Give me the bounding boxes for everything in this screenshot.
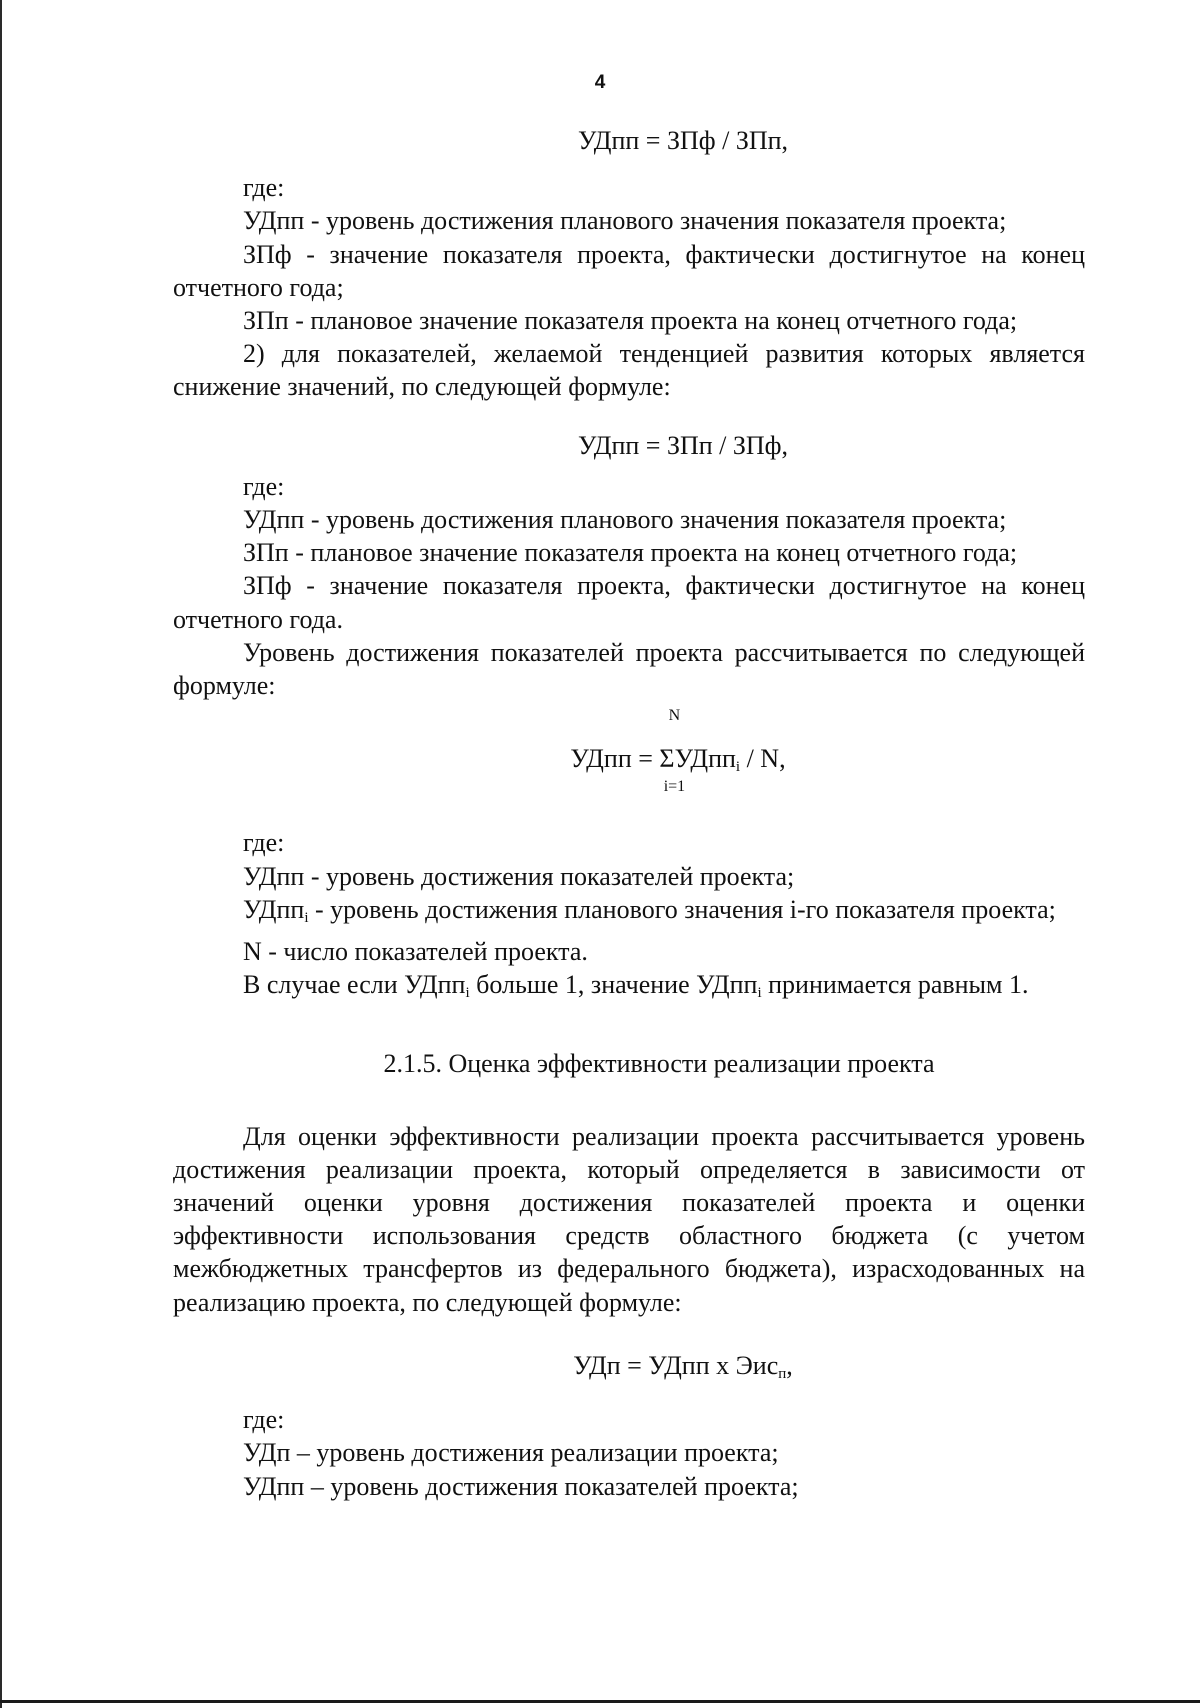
where-label-4: где: (243, 1405, 285, 1435)
formula-4-sub: п (778, 1365, 787, 1382)
sigma-symbol: Σ (659, 744, 675, 774)
case-part-3: принимается равным 1. (761, 970, 1029, 1000)
formula-3-term: УДпп (674, 744, 736, 774)
formula-2: УДпп = ЗПп / ЗПф, (577, 430, 789, 460)
case-paragraph (173, 968, 1085, 1010)
definition-zpp-1: ЗПп - плановое значение показателя проекта на конец отчетного года; (243, 306, 1018, 336)
section-heading: 2.1.5. Оценка эффективности реализации проекта (383, 1049, 935, 1079)
case-part-2: больше 1, значение УДпп (469, 970, 758, 1000)
level-paragraph: Уровень достижения показателей проекта рассчитывается по следующей формуле: (173, 637, 1085, 701)
scan-edge-bottom (0, 1700, 1200, 1703)
formula-3 (173, 707, 1085, 796)
udppi-sub: i (304, 909, 309, 926)
formula-4-main: УДп = УДпп х Эис (573, 1350, 779, 1380)
definition-n: N - число показателей проекта. (243, 937, 588, 967)
definition-udpp-1: УДпп - уровень достижения планового значения показателя проекта; (243, 206, 1007, 236)
case-sub-1: i (465, 985, 470, 1002)
sum-upper-limit: N (668, 707, 681, 725)
udppi-name: УДпп (243, 894, 305, 924)
where-label-1: где: (243, 173, 285, 203)
scan-edge-left (0, 0, 2, 1708)
case-sub-2: i (757, 985, 762, 1002)
formula-3-right: / N, (740, 744, 786, 774)
definition-udpp-4: УДпп – уровень достижения показателей проекта; (243, 1471, 799, 1501)
where-label-3: где: (243, 828, 285, 858)
document-body (173, 124, 1085, 1503)
formula-3-term-sub: i (735, 759, 741, 776)
definition-udpp-2: УДпп - уровень достижения планового значения показателя проекта; (243, 505, 1007, 535)
efficiency-paragraph: Для оценки эффективности реализации проекта рассчитывается уровень достижения реализации проекта, который определяется в зависимости от значений оценки уровня достижения показателей проекта и оценки эффективности использования средств областного бюджета (с учетом межбюджетных трансфертов из федерального бюджета), израсходованных на реализацию проекта, по следующей формуле: (173, 1121, 1085, 1317)
item-2-paragraph: 2) для показателей, желаемой тенденцией развития которых является снижение значений, по следующей формуле: (173, 339, 1085, 402)
definition-zpp-2: ЗПп - плановое значение показателя проекта на конец отчетного года; (243, 538, 1018, 568)
definition-zpf-2: ЗПф - значение показателя проекта, фактически достигнутое на конец отчетного года. (173, 571, 1085, 634)
sum-operator (659, 707, 686, 796)
definition-udpp-3: УДпп - уровень достижения показателей проекта; (243, 861, 795, 891)
formula-1: УДпп = ЗПф / ЗПп, (577, 126, 789, 155)
formula-3-left: УДпп = (570, 744, 660, 774)
definition-udppi (173, 893, 1085, 935)
formula-4 (173, 1349, 1085, 1391)
formula-4-tail: , (786, 1350, 793, 1380)
udppi-text: - уровень достижения планового значения i-го показателя проекта; (308, 894, 1056, 924)
where-label-2: где: (243, 471, 285, 501)
page-number: 4 (594, 72, 606, 93)
case-part-1: В случае если УДпп (243, 970, 466, 1000)
sum-lower-limit: i=1 (663, 778, 686, 796)
definition-zpf-1: ЗПф - значение показателя проекта, фактически достигнутое на конец отчетного года; (173, 239, 1085, 302)
definition-udp: УДп – уровень достижения реализации проекта; (243, 1438, 779, 1468)
